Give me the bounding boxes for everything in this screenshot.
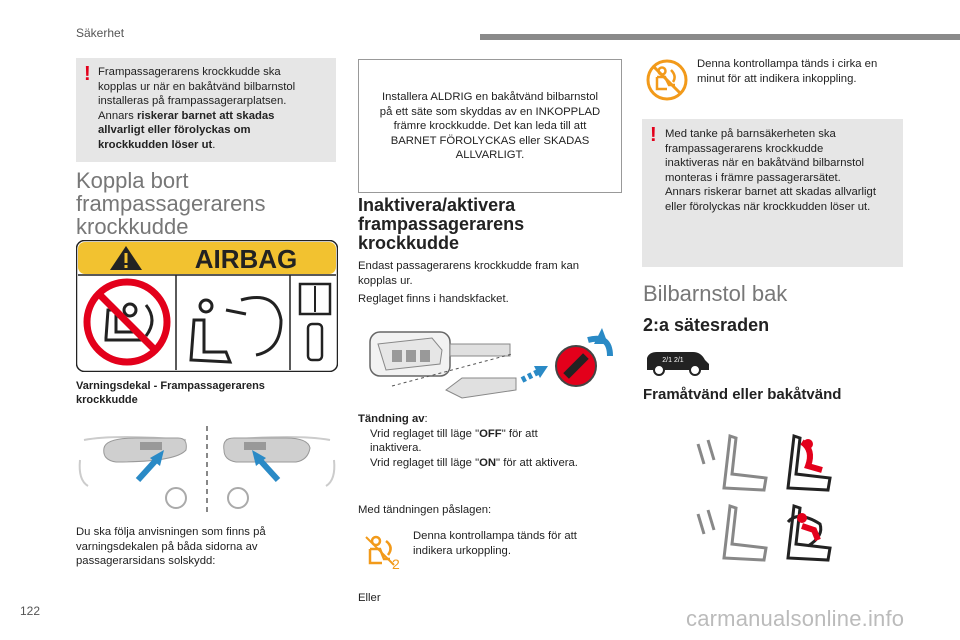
lamp-off-number: 2 [392,556,400,571]
bullet-text: Vrid reglaget till läge " [370,456,480,469]
instr-line: Du ska följa anvisningen som finns på [76,526,266,538]
p-line: Reglaget finns i handskfacket. [358,293,509,306]
child-seat-forward-illustration [690,430,840,498]
p-line: Endast passagerarens krockkudde fram kan [358,260,580,272]
warning-text-right [665,127,901,215]
tip-line: ALLVARLIGT. [455,149,525,162]
airbag-off-lamp-icon [364,535,404,571]
caption-line: Varningsdekal - Frampassagerarens [76,380,265,392]
heading-line: Koppla bort [76,168,189,193]
bullet-arrow-icon [358,427,370,456]
heading-line: frampassagerarens [76,191,266,216]
heading-line: krockkudde [76,214,189,239]
warning-line: Frampassagerarens krockkudde ska [98,66,281,78]
bullet-text: " för att aktivera. [496,456,578,469]
lamp-line: indikera urkoppling. [413,544,511,557]
caption-line: krockkudde [76,394,138,406]
visor-instruction [76,525,338,569]
ignition-colon: : [424,413,428,425]
page-number: 122 [20,604,41,618]
tip-line: på ett säte som skyddas av en INKOPPLAD [379,105,601,118]
warning-line: Annars riskerar barnet att skadas allvarligt [665,186,876,199]
bullet-text: Vrid reglaget till läge " [370,427,480,440]
child-seat-rearward-illustration [690,500,840,568]
heading-orientation: Framåtvänd eller bakåtvänd [643,386,842,403]
warning-line: Annars [98,109,137,122]
airbag-on-lamp-icon [645,58,689,102]
warning-bold: krockkudden löser ut [98,138,213,151]
bullet-bold: ON [479,456,497,469]
or-text: Eller [358,592,381,604]
section-title: Säkerhet [76,26,125,40]
heading-line: frampassagerarens [358,214,525,234]
footer-watermark: carmanualsonline.info [686,606,905,631]
warning-text-left [98,65,334,153]
car-icon [645,348,711,376]
header-bar [480,34,960,40]
airbag-warning-label [76,240,338,372]
heading-second-row: 2:a sätesraden [643,315,770,335]
bullet-text: " för att [501,427,538,440]
instr-line: varningsdekalen på båda sidorna av [76,540,258,553]
sun-visor-illustration [76,420,338,520]
caption-warning-sticker [76,379,265,407]
tip-line: BARNET FÖROLYCKAS eller SKADAS [390,134,590,147]
warning-end: . [212,138,216,151]
p-line: kopplas ur. [358,274,413,287]
heading-line: krockkudde [358,233,460,253]
ignition-label: Tändning av [358,413,425,425]
tip-line: främre krockkudde. Det kan leda till att [393,120,587,133]
heading-rear-child-seat: Bilbarnstol bak [643,281,788,306]
lamp-on-text [697,57,903,86]
car-seat-labels: 2/1 2/1 [662,357,684,364]
tip-line: Installera ALDRIG en bakåtvänd bilbarnstol [381,91,599,103]
warning-line: Med tanke på barnsäkerheten ska [665,128,836,140]
lamp-line: Denna kontrollampa tänds för att [413,530,577,542]
paragraph-only-passenger [358,259,620,307]
heading-line: Inaktivera/aktivera [358,195,516,215]
ignition-off-section [358,412,620,470]
ignition-on-text: Med tändningen påslagen: [358,504,492,516]
bullet-bold: OFF [479,427,502,440]
key-switch-illustration [362,320,620,412]
warning-line: installeras på frampassagerarplatsen. [98,95,287,108]
warning-line: kopplas ur när en bakåtvänd bilbarnstol [98,80,296,93]
warning-line: inaktiveras när en bakåtvänd bilbarnstol [665,157,865,170]
airbag-text: AIRBAG [194,244,298,274]
lamp-off-text [413,529,619,558]
tip-box [358,59,622,193]
warning-exclamation-icon: ! [650,124,657,146]
bullet-text: inaktivera. [370,442,422,455]
warning-line: monteras i främre passagerarsätet. [665,171,841,184]
warning-bold: allvarligt eller förolyckas om [98,124,251,137]
heading-deactivate-activate [358,196,524,253]
warning-line: frampassagerarens krockkudde [665,142,824,155]
instr-line: passagerarsidans solskydd: [76,555,216,568]
warning-line: eller förolyckas när krockkudden löser ut. [665,200,871,213]
warning-exclamation-icon: ! [84,63,91,85]
lamp-line: minut för att indikera inkoppling. [697,72,857,85]
lamp-line: Denna kontrollampa tänds i cirka en [697,58,878,70]
heading-disconnect-airbag [76,169,266,238]
bullet-arrow-icon [358,456,370,471]
warning-bold: riskerar barnet att skadas [136,109,275,122]
